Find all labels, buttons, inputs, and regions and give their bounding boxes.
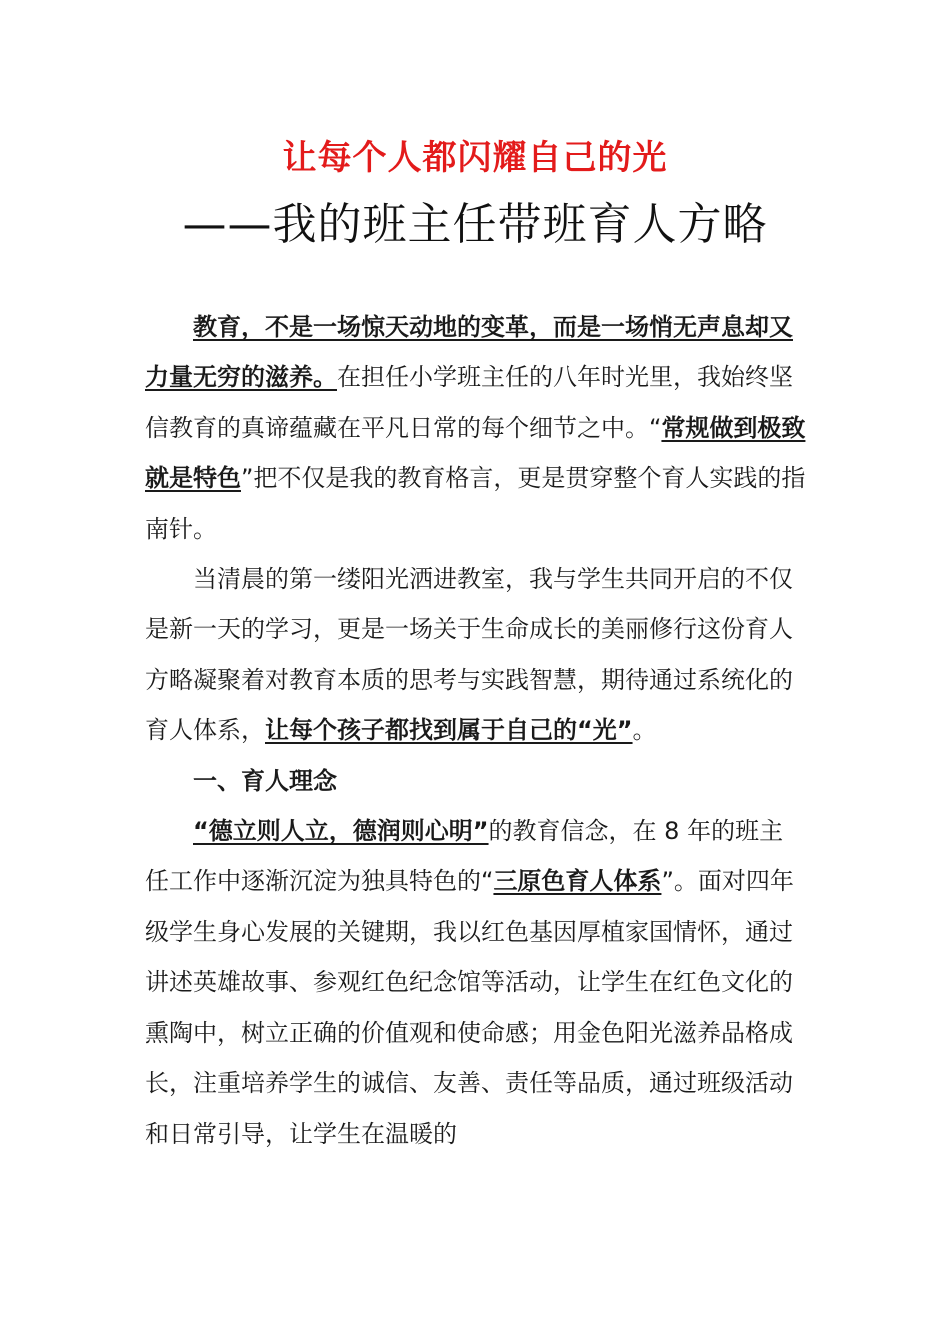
paragraph-text: 在担任小学班主任的八年时光里，我始终坚信教育的真谛蕴藏在平凡日常的每个细节之中。“ <box>145 363 793 442</box>
document-body <box>145 302 807 1159</box>
paragraph-philosophy <box>145 806 807 1159</box>
document-subtitle: ——我的班主任带班育人方略 <box>182 199 768 250</box>
paragraph-text: ”把不仅是我的教育格言，更是贯穿整个育人实践的指南针。 <box>145 464 806 543</box>
paragraph-intro <box>145 302 807 554</box>
section-heading: 一、育人理念 <box>193 766 337 795</box>
paragraph-morning <box>145 554 807 756</box>
emphasis-text: 让每个孩子都找到属于自己的“光” <box>265 716 633 745</box>
paragraph-text: 当清晨的第一缕阳光洒进教室，我与学生共同开启的不仅是新一天的学习，更是一场关于生命成长的美丽修行这份育人方略凝聚着对教育本质的思考与实践智慧，期待通过系统化的育人体系， <box>145 565 793 745</box>
emphasis-text: 常规做到极致就是特色 <box>145 413 806 493</box>
paragraph-text: ”。面对四年级学生身心发展的关键期，我以红色基因厚植家国情怀，通过讲述英雄故事、参观红色纪念馆等活动，让学生在红色文化的熏陶中，树立正确的价值观和使命感；用金色阳光滋养品格成长，注重培养学生的诚信、友善、责任等品质，通过班级活动和日常引导，让学生在温暖的 <box>145 867 794 1148</box>
paragraph-text: 的教育信念，在 8 年的班主任工作中逐渐沉淀为独具特色的“ <box>145 817 784 896</box>
emphasis-text: 三原色育人体系 <box>493 867 662 896</box>
emphasis-text: “德立则人立，德润则心明” <box>193 817 489 846</box>
paragraph-text: 。 <box>632 716 657 745</box>
document-title: 让每个人都闪耀自己的光 <box>282 138 668 178</box>
emphasis-text: 教育，不是一场惊天动地的变革，而是一场悄无声息却又力量无穷的滋养。 <box>145 313 793 392</box>
